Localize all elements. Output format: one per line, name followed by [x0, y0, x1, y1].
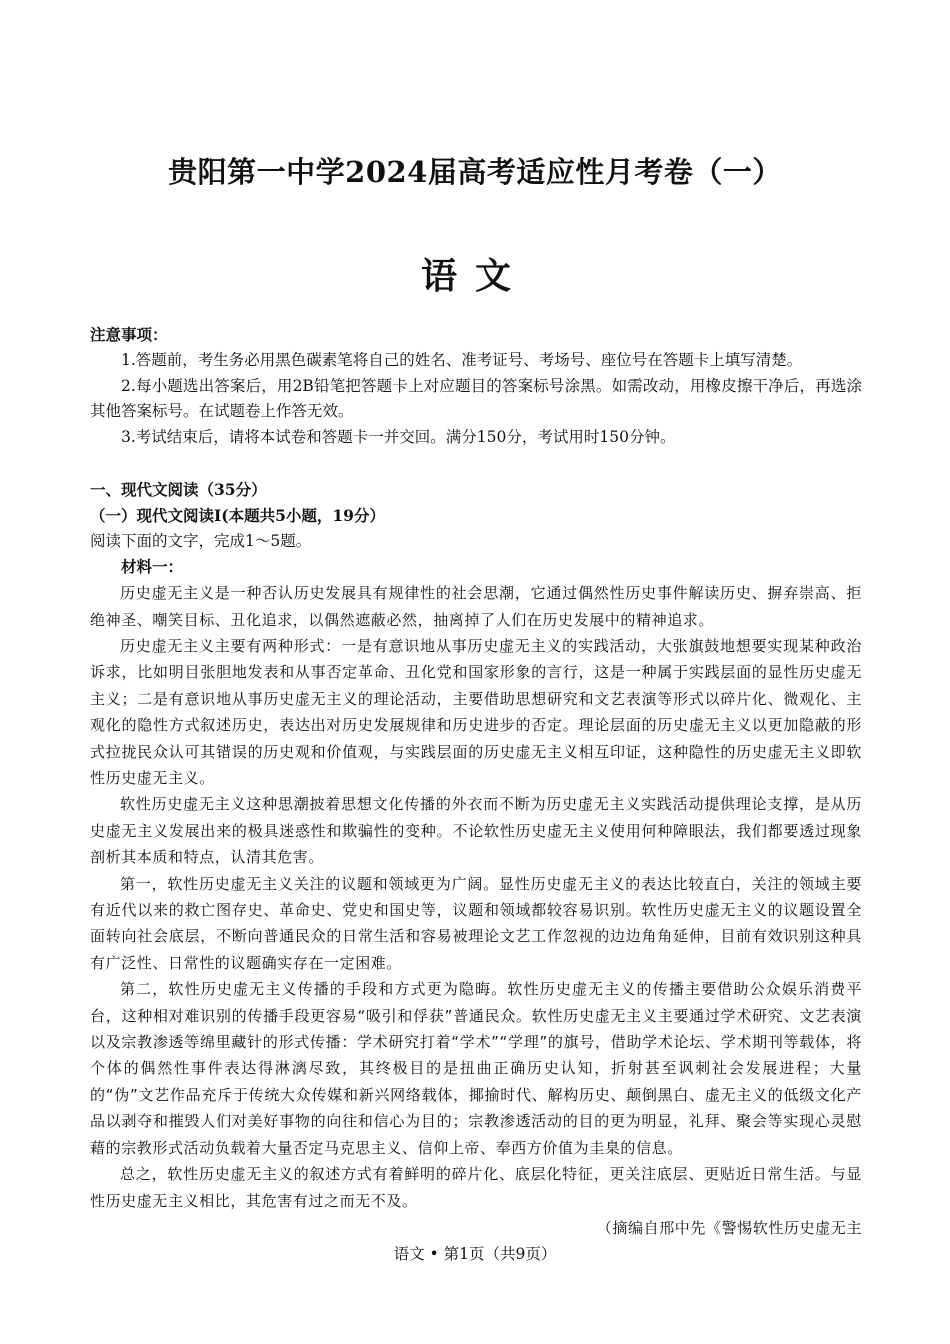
notice-item-1: 1.答题前，考生务必用黑色碳素笔将自己的姓名、准考证号、考场号、座位号在答题卡上填写清楚。	[121, 350, 803, 369]
passage-paragraph-1: 历史虚无主义是一种否认历史发展具有规律性的社会思潮，它通过偶然性历史事件解读历史、摒弃崇高、拒绝神圣、嘲笑目标、丑化追求，以偶然遮蔽必然，抽离掉了人们在历史发展中的精神追求。	[90, 584, 862, 629]
source-citation: （摘编自邢中先《警惕软性历史虚无主	[596, 1218, 862, 1237]
reading-instruction: 阅读下面的文字，完成1～5题。	[90, 531, 312, 550]
notice-item-2: 2.每小题选出答案后，用2B铅笔把答题卡上对应题目的答案标号涂黑。如需改动，用橡皮擦干净后，再选涂其他答案标号。在试题卷上作答无效。	[90, 376, 862, 421]
section-subheading: （一）现代文阅读Ⅰ(本题共5小题，19分）	[90, 505, 385, 525]
section-heading: 一、现代文阅读（35分）	[90, 479, 267, 499]
subject-title: 语文	[420, 255, 529, 297]
passage-paragraph-4: 第一，软性历史虚无主义关注的议题和领域更为广阔。显性历史虚无主义的表达比较直白，关注的领域主要有近代以来的救亡图存史、革命史、党史和国史等，议题和领域都较容易识别。软性历史虚无主义的议题设置全面转向社会底层，不断向普通民众的日常生活和容易被理论文艺工作忽视的边边角角延伸，目前有效识别这种具有广泛性、日常性的议题确实存在一定困难。	[90, 874, 862, 972]
passage-paragraph-3: 软性历史虚无主义这种思潮披着思想文化传播的外衣而不断为历史虚无主义实践活动提供理论支撑，是从历史虚无主义发展出来的极具迷惑性和欺骗性的变种。不论软性历史虚无主义使用何种障眼法，我们都要透过现象剖析其本质和特点，认清其危害。	[90, 795, 862, 867]
material-label: 材料一：	[121, 557, 184, 577]
notice-item-3: 3.考试结束后，请将本试卷和答题卡一并交回。满分150分，考试用时150分钟。	[121, 428, 676, 447]
passage-paragraph-2: 历史虚无主义主要有两种形式：一是有意识地从事历史虚无主义的实践活动，大张旗鼓地想要实现某种政治诉求，比如明目张胆地发表和从事否定革命、丑化党和国家形象的言行，这是一种属于实践层面的显性历史虚无主义；二是有意识地从事历史虚无主义的理论活动，主要借助思想研究和文艺表演等形式以碎片化、微观化、主观化的隐性方式叙述历史，表达出对历史发展规律和历史进步的否定。理论层面的历史虚无主义以更加隐蔽的形式拉拢民众认可其错误的历史观和价值观，与实践层面的历史虚无主义相互印证，这种隐性的历史虚无主义即软性历史虚无主义。	[90, 636, 862, 788]
passage-paragraph-6: 总之，软性历史虚无主义的叙述方式有着鲜明的碎片化、底层化特征，更关注底层、更贴近日常生活。与显性历史虚无主义相比，其危害有过之而无不及。	[90, 1165, 862, 1210]
passage-paragraph-5: 第二，软性历史虚无主义传播的手段和方式更为隐晦。软性历史虚无主义的传播主要借助公众娱乐消费平台，这种相对难识别的传播手段更容易“吸引和俘获”普通民众。软性历史虚无主义主要通过学术研究、文艺表演以及宗教渗透等绵里藏针的形式传播：学术研究打着“学术”“学理”的旗号，借助学术论坛、学术期刊等载体，将个体的偶然性事件表达得淋漓尽致，其终极目的是扭曲正确历史认知，折射甚至讽刺社会发展进程；大量的“伪”文艺作品充斥于传统大众传媒和新兴网络载体，揶揄时代、解构历史、颠倒黑白、虚无主义的低级文化产品以剥夺和摧毁人们对美好事物的向往和信心为目的；宗教渗透活动的目的更为明显，礼拜、聚会等实现心灵慰藉的宗教形式活动负载着大量否定马克思主义、信仰上帝、奉西方价值为圭臬的信息。	[90, 980, 862, 1157]
page-content	[90, 322, 862, 1241]
page-footer: 语文 • 第1页（共9页）	[393, 1245, 557, 1263]
exam-title: 贵阳第一中学2024届高考适应性月考卷（一）	[168, 155, 782, 189]
notice-heading: 注意事项：	[90, 325, 168, 344]
